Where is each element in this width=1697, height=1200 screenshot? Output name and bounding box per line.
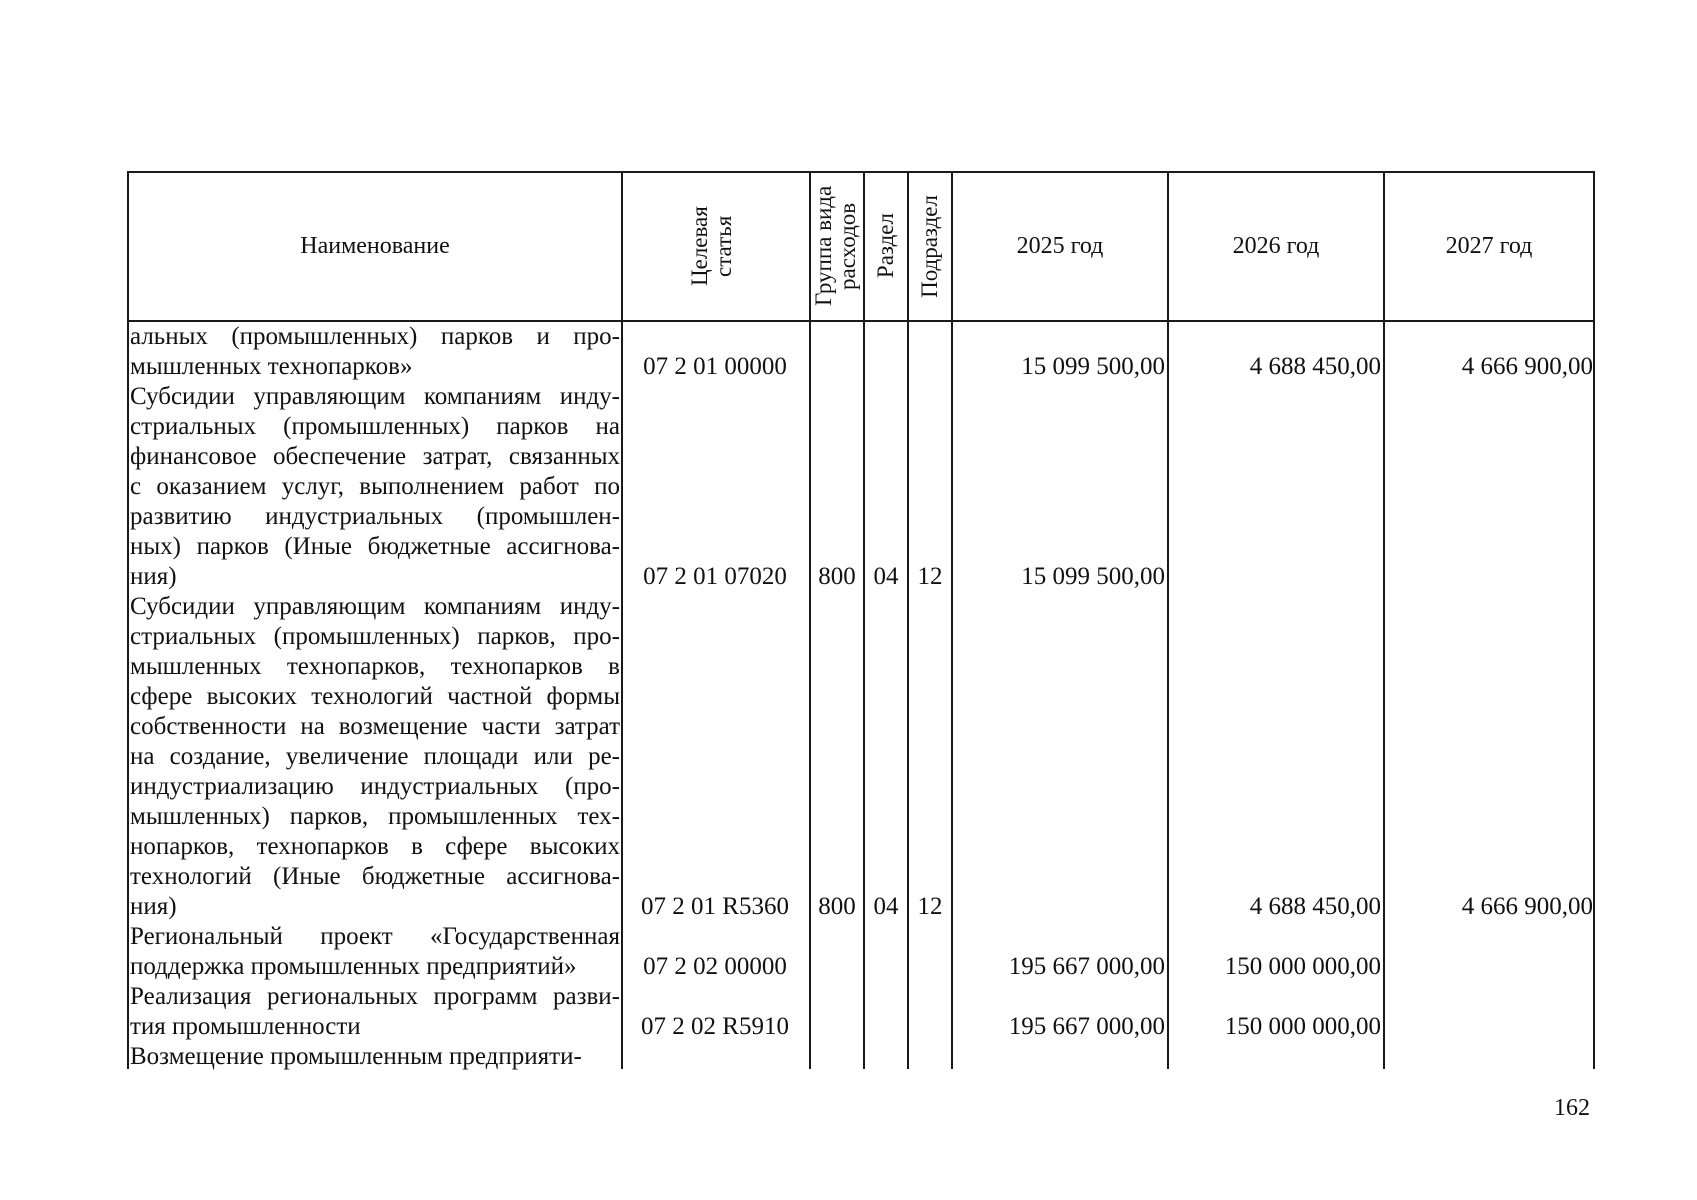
row-name: [130, 382, 620, 592]
row-value-2025: 195 667 000,00: [1008, 1013, 1165, 1040]
row-name: [130, 922, 620, 982]
row-name-line: мышленных технопарков»: [130, 353, 413, 380]
row-name-line: собственности на возмещение части затрат: [130, 713, 620, 740]
row-name-line: Возмещение промышленным предприяти-: [130, 1043, 582, 1070]
table-row: [127, 982, 1595, 1042]
row-code: 07 2 01 R5360: [641, 893, 789, 920]
row-name-line: альных (промышленных) парков и про-: [130, 323, 620, 350]
row-name-line: ния): [130, 893, 177, 920]
table-row: [127, 382, 1595, 592]
header-expense-group-label: Группа вида расходов: [811, 185, 860, 307]
header-section-label: Раздел: [873, 213, 898, 279]
row-value-2025: 15 099 500,00: [1021, 563, 1165, 590]
row-value-2026: 150 000 000,00: [1224, 1013, 1381, 1040]
header-name-label: Наименование: [300, 232, 450, 259]
row-section: 04: [873, 893, 899, 920]
page-number: 162: [1554, 1095, 1590, 1121]
row-value-2025: 15 099 500,00: [1021, 353, 1165, 380]
row-name-line: сфере высоких технологий частной формы: [130, 683, 620, 710]
row-name: [130, 982, 620, 1042]
header-subsection: [909, 171, 951, 321]
row-name-line: индустриализацию индустриальных (про-: [130, 773, 620, 800]
row-name-line: Реализация региональных программ разви-: [130, 983, 620, 1010]
row-name-line: поддержка промышленных предприятий»: [130, 953, 577, 980]
row-name-line: стриальных (промышленных) парков, про-: [130, 623, 620, 650]
row-value-2026: 4 688 450,00: [1249, 893, 1381, 920]
header-year-2027-label: 2027 год: [1445, 232, 1533, 259]
row-name-line: развитию индустриальных (промышлен-: [130, 503, 620, 530]
header-name: [129, 171, 621, 321]
header-year-2025: [953, 171, 1167, 321]
row-code: 07 2 02 00000: [643, 953, 787, 980]
row-name-line: финансовое обеспечение затрат, связанных: [130, 443, 620, 470]
row-code: 07 2 01 07020: [643, 563, 787, 590]
row-name-line: мышленных технопарков, технопарков в: [130, 653, 620, 680]
row-expense-group: 800: [818, 893, 856, 920]
row-value-2026: 4 688 450,00: [1249, 353, 1381, 380]
row-value-2025: 195 667 000,00: [1008, 953, 1165, 980]
row-name-line: ния): [130, 563, 177, 590]
budget-table: [127, 171, 1595, 1069]
row-name-line: нопарков, технопарков в сфере высоких: [130, 833, 620, 860]
row-code: 07 2 01 00000: [643, 353, 787, 380]
table-row: [127, 592, 1595, 922]
row-name-line: ных) парков (Иные бюджетные ассигнова-: [130, 533, 620, 560]
header-target-article-label: Целевая статья: [687, 206, 736, 286]
row-name-line: тия промышленности: [130, 1013, 361, 1040]
row-expense-group: 800: [818, 563, 856, 590]
row-subsection: 12: [917, 563, 943, 590]
row-name-line: технологий (Иные бюджетные ассигнова-: [130, 863, 620, 890]
row-name: [130, 592, 620, 922]
header-expense-group: [811, 171, 863, 321]
header-subsection-label: Подраздел: [917, 194, 942, 298]
header-year-2026-label: 2026 год: [1232, 232, 1320, 259]
header-target-article: [623, 171, 809, 321]
row-name-line: с оказанием услуг, выполнением работ по: [130, 473, 620, 500]
row-name-line: на создание, увеличение площади или ре-: [130, 743, 620, 770]
row-section: 04: [873, 563, 899, 590]
table-row: [127, 922, 1595, 982]
table-row: [127, 1042, 1595, 1072]
row-name: [130, 1042, 620, 1072]
row-name-line: Региональный проект «Государственная: [130, 923, 620, 950]
header-year-2026: [1169, 171, 1383, 321]
header-year-2025-label: 2025 год: [1016, 232, 1104, 259]
row-value-2027: 4 666 900,00: [1461, 893, 1593, 920]
row-name-line: стриальных (промышленных) парков на: [130, 413, 620, 440]
header-year-2027: [1385, 171, 1593, 321]
row-code: 07 2 02 R5910: [641, 1013, 789, 1040]
row-name-line: Субсидии управляющим компаниям инду-: [130, 593, 620, 620]
row-value-2027: 4 666 900,00: [1461, 353, 1593, 380]
table-row: [127, 322, 1595, 382]
row-name-line: Субсидии управляющим компаниям инду-: [130, 383, 620, 410]
row-value-2026: 150 000 000,00: [1224, 953, 1381, 980]
header-section: [865, 171, 907, 321]
row-name: [130, 322, 620, 382]
row-name-line: мышленных) парков, промышленных тех-: [130, 803, 620, 830]
row-subsection: 12: [917, 893, 943, 920]
